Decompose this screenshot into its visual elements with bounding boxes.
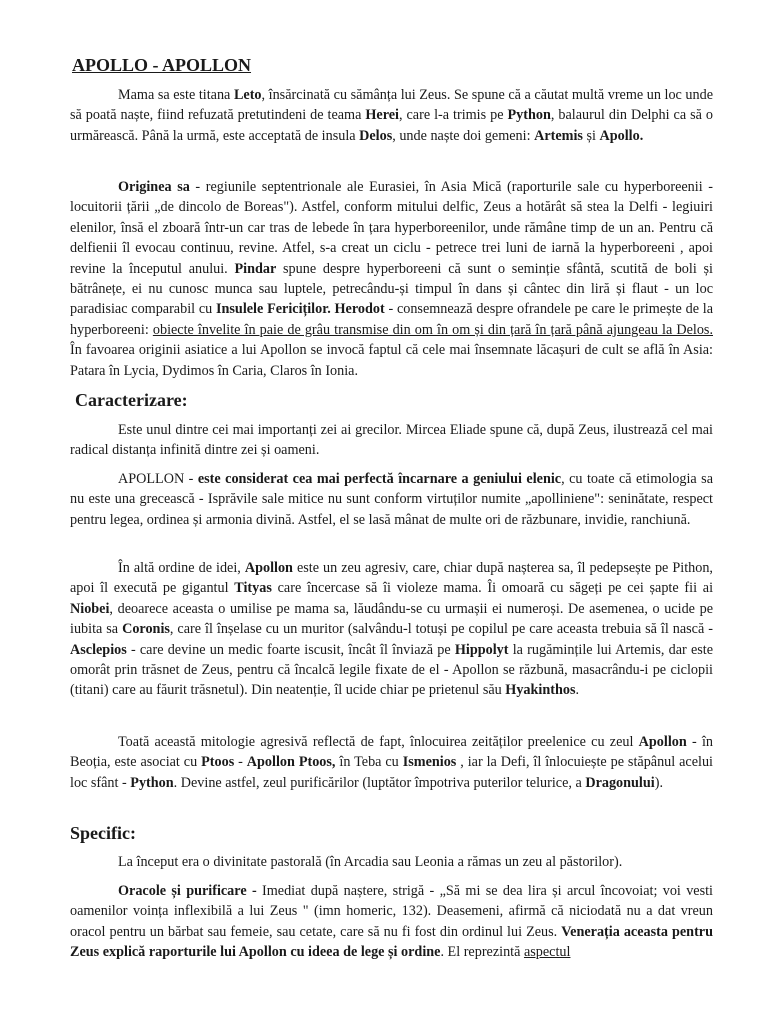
bold-term: Pindar [234, 260, 277, 277]
bold-term: Hippolyt [454, 641, 509, 658]
paragraph-oracles [70, 881, 713, 963]
text-run: - în Beoția, este asociat cu [70, 734, 714, 771]
underlined-text: obiecte învelite în paie de grâu transmise din om în om și din țară în țară până ajungeau la Delos. [152, 321, 713, 338]
text-run: , deoarece aceasta o umilise pe mama sa, lăudându-se cu urmașii ei numeroși. De asemenea, o ucide pe iubita sa [70, 600, 713, 638]
bold-term: Python [130, 774, 174, 791]
text-run: , cu toate că etimologia sa nu este una grecească - Isprăvile sale mitice nu sunt conform virtuților numite „apolliniene": seninătate, respect pentru legea, ordinea și armonia divină. Astfel, el se lasă mânat de multe ori de răzbunare, invidie, ranchiună. [70, 471, 713, 528]
text-run: - consemnează despre ofrandele pe care le primește de la hyperboreeni: [70, 301, 713, 338]
text-run: În altă ordine de idei, [118, 560, 245, 576]
page-title: APOLLO - APOLLON [72, 55, 252, 75]
section-heading-specific: Specific: [70, 823, 136, 843]
text-run: Este unul dintre cei mai importanți zei ai grecilor. Mircea Eliade spune că, după Zeus, ilustrează cel mai radical distanța infinită dintre zei și oameni. [70, 422, 713, 459]
paragraph-importance [70, 420, 713, 461]
text-run: . Devine astfel, zeul purificărilor (luptător împotriva puterilor telurice, a [173, 774, 586, 791]
bold-term: Delos [359, 127, 393, 144]
text-run: , balaurul din Delphi ca să o urmărească. Până la urmă, este acceptată de insula [70, 107, 714, 144]
bold-term: Venerația aceasta pentru Zeus explică raporturile lui Apollon cu ideea de lege și ordine [70, 923, 713, 961]
bold-term: Herei [365, 107, 399, 124]
bold-term: este considerat cea mai perfectă încarnare a geniului elenic [197, 471, 562, 487]
section-heading-caracterizare: Caracterizare: [75, 390, 188, 410]
bold-term: Insulele Fericiților. [216, 301, 331, 318]
bold-term: Originea sa [118, 179, 190, 195]
paragraph-birth [70, 85, 713, 146]
bold-term: Python [507, 107, 551, 124]
bold-term: Niobei [70, 600, 110, 617]
text-run: În favoarea originii asiatice a lui Apollon se invocă faptul că cele mai însemnate lăcașuri de cult se află în Asia: Patara în Lycia, Dydimos în Caria, Claros în Ionia. [70, 342, 713, 379]
bold-term: Hyakinthos [505, 682, 576, 699]
text-run: , care l-a trimis pe [398, 107, 508, 124]
paragraph-pastoral [70, 852, 713, 872]
bold-term: Asclepios [70, 641, 127, 658]
text-run: în Teba cu [335, 754, 403, 771]
text-run: , iar la Defi, îl înlocuiește pe stăpânul acelui loc sfânt - [70, 754, 713, 791]
bold-term: Tityas [234, 580, 272, 597]
bold-term: Apollon Ptoos, [246, 754, 336, 771]
text-run: și [582, 127, 600, 144]
bold-term: Herodot [334, 301, 385, 318]
text-run: , care îl înșelase cu un muritor (salvându-l totuși pe copilul pe care aceasta trebuia să îl nască - [169, 621, 713, 638]
bold-term: Oracole și purificare - [118, 883, 257, 899]
paragraph-origin [70, 177, 713, 381]
paragraph-replacement [70, 732, 713, 793]
text-run: , însărcinată cu sămânța lui Zeus. Se spune că a căutat multă vreme un loc unde să poată naște, fiind refuzată pretutindeni de teama [70, 87, 714, 124]
bold-term: Ptoos [201, 754, 235, 771]
bold-term: Apollon [638, 734, 687, 750]
text-run: este un zeu agresiv, care, chiar după nașterea sa, îl pedepsește pe Pithon, apoi îl execută pe gigantul [70, 560, 713, 597]
bold-term: Coronis [122, 621, 170, 638]
text-run: . [575, 682, 580, 699]
text-run: La început era o divinitate pastorală (în Arcadia sau Leonia a rămas un zeu al păstorilor). [118, 854, 623, 870]
text-run: - care devine un medic foarte iscusit, încât îl înviază pe [126, 641, 455, 658]
bold-term: Apollo. [599, 127, 644, 144]
bold-term: Ismenios [402, 754, 457, 771]
bold-term: Leto [233, 87, 262, 103]
underlined-text: aspectul [523, 944, 571, 961]
text-run: - [234, 754, 247, 771]
text-run: Imediat după naștere, strigă - „Să mi se dea lira și arcul încovoiat; voi vesti oamenilor voința inflexibilă a lui Zeus " (imn homeric, 132). Deasemeni, afirmă că niciodată nu a dat vreun oracol pentru un bărbat sau femeie, sau cetate, care să nu fi fost din ordinul lui Zeus. [70, 883, 713, 940]
text-run: , unde naște doi gemeni: [392, 127, 535, 144]
bold-term: Dragonului [585, 774, 655, 791]
text-run: care încercase să îi violeze mama. Îi omoară cu săgeți pe cei șapte fii ai [271, 580, 714, 597]
text-run: - regiunile septentrionale ale Eurasiei, în Asia Mică (raporturile sale cu hyperboreenii - locuitorii țării „de dincolo de Boreas"). Astfel, conform mitului delfic, Zeus a hotărât să stea la Delfi - legiuiri elenilor, însă el zboară într-un car tras de lebede în țara hyperboreenilor, unde rămâne timp de un an. Pentru că delfienii îl evocau continuu, revine. Atfel, s-a creat un ciclu - petrece trei luni de iarnă la hyperboreeni , apoi revine la începutul anului. [70, 179, 713, 277]
text-run: la rugămințile lui Artemis, dar este omorât prin trăsnet de Zeus, pentru că încalcă legile fixate de el - Apollon se răzbună, masacrându-i pe ciclopii (titani) care au făurit trăsnetul). Din neatenție, îl ucide chiar pe prietenul său [70, 641, 713, 699]
text-run: APOLLON - [118, 471, 198, 487]
paragraph-apollon-genius [70, 469, 713, 530]
bold-term: Apollon [244, 560, 293, 576]
text-run: Toată această mitologie agresivă reflectă de fapt, înlocuirea zeităților preelenice cu zeul [118, 734, 639, 750]
text-run: spune despre hyperboreeni că sunt o seminție sfântă, scutită de boli și bătrânețe, ei nu cunosc munca sau luptele, petrecându-și timpul în dans și cântec din liră și flaut - un loc paradisiac comparabil cu [70, 260, 713, 318]
bold-term: Artemis [534, 127, 583, 144]
paragraph-aggressive-god [70, 558, 713, 701]
text-run: . El reprezintă [440, 944, 524, 961]
text-run: Mama sa este titana [118, 87, 234, 103]
text-run: ). [654, 774, 663, 791]
